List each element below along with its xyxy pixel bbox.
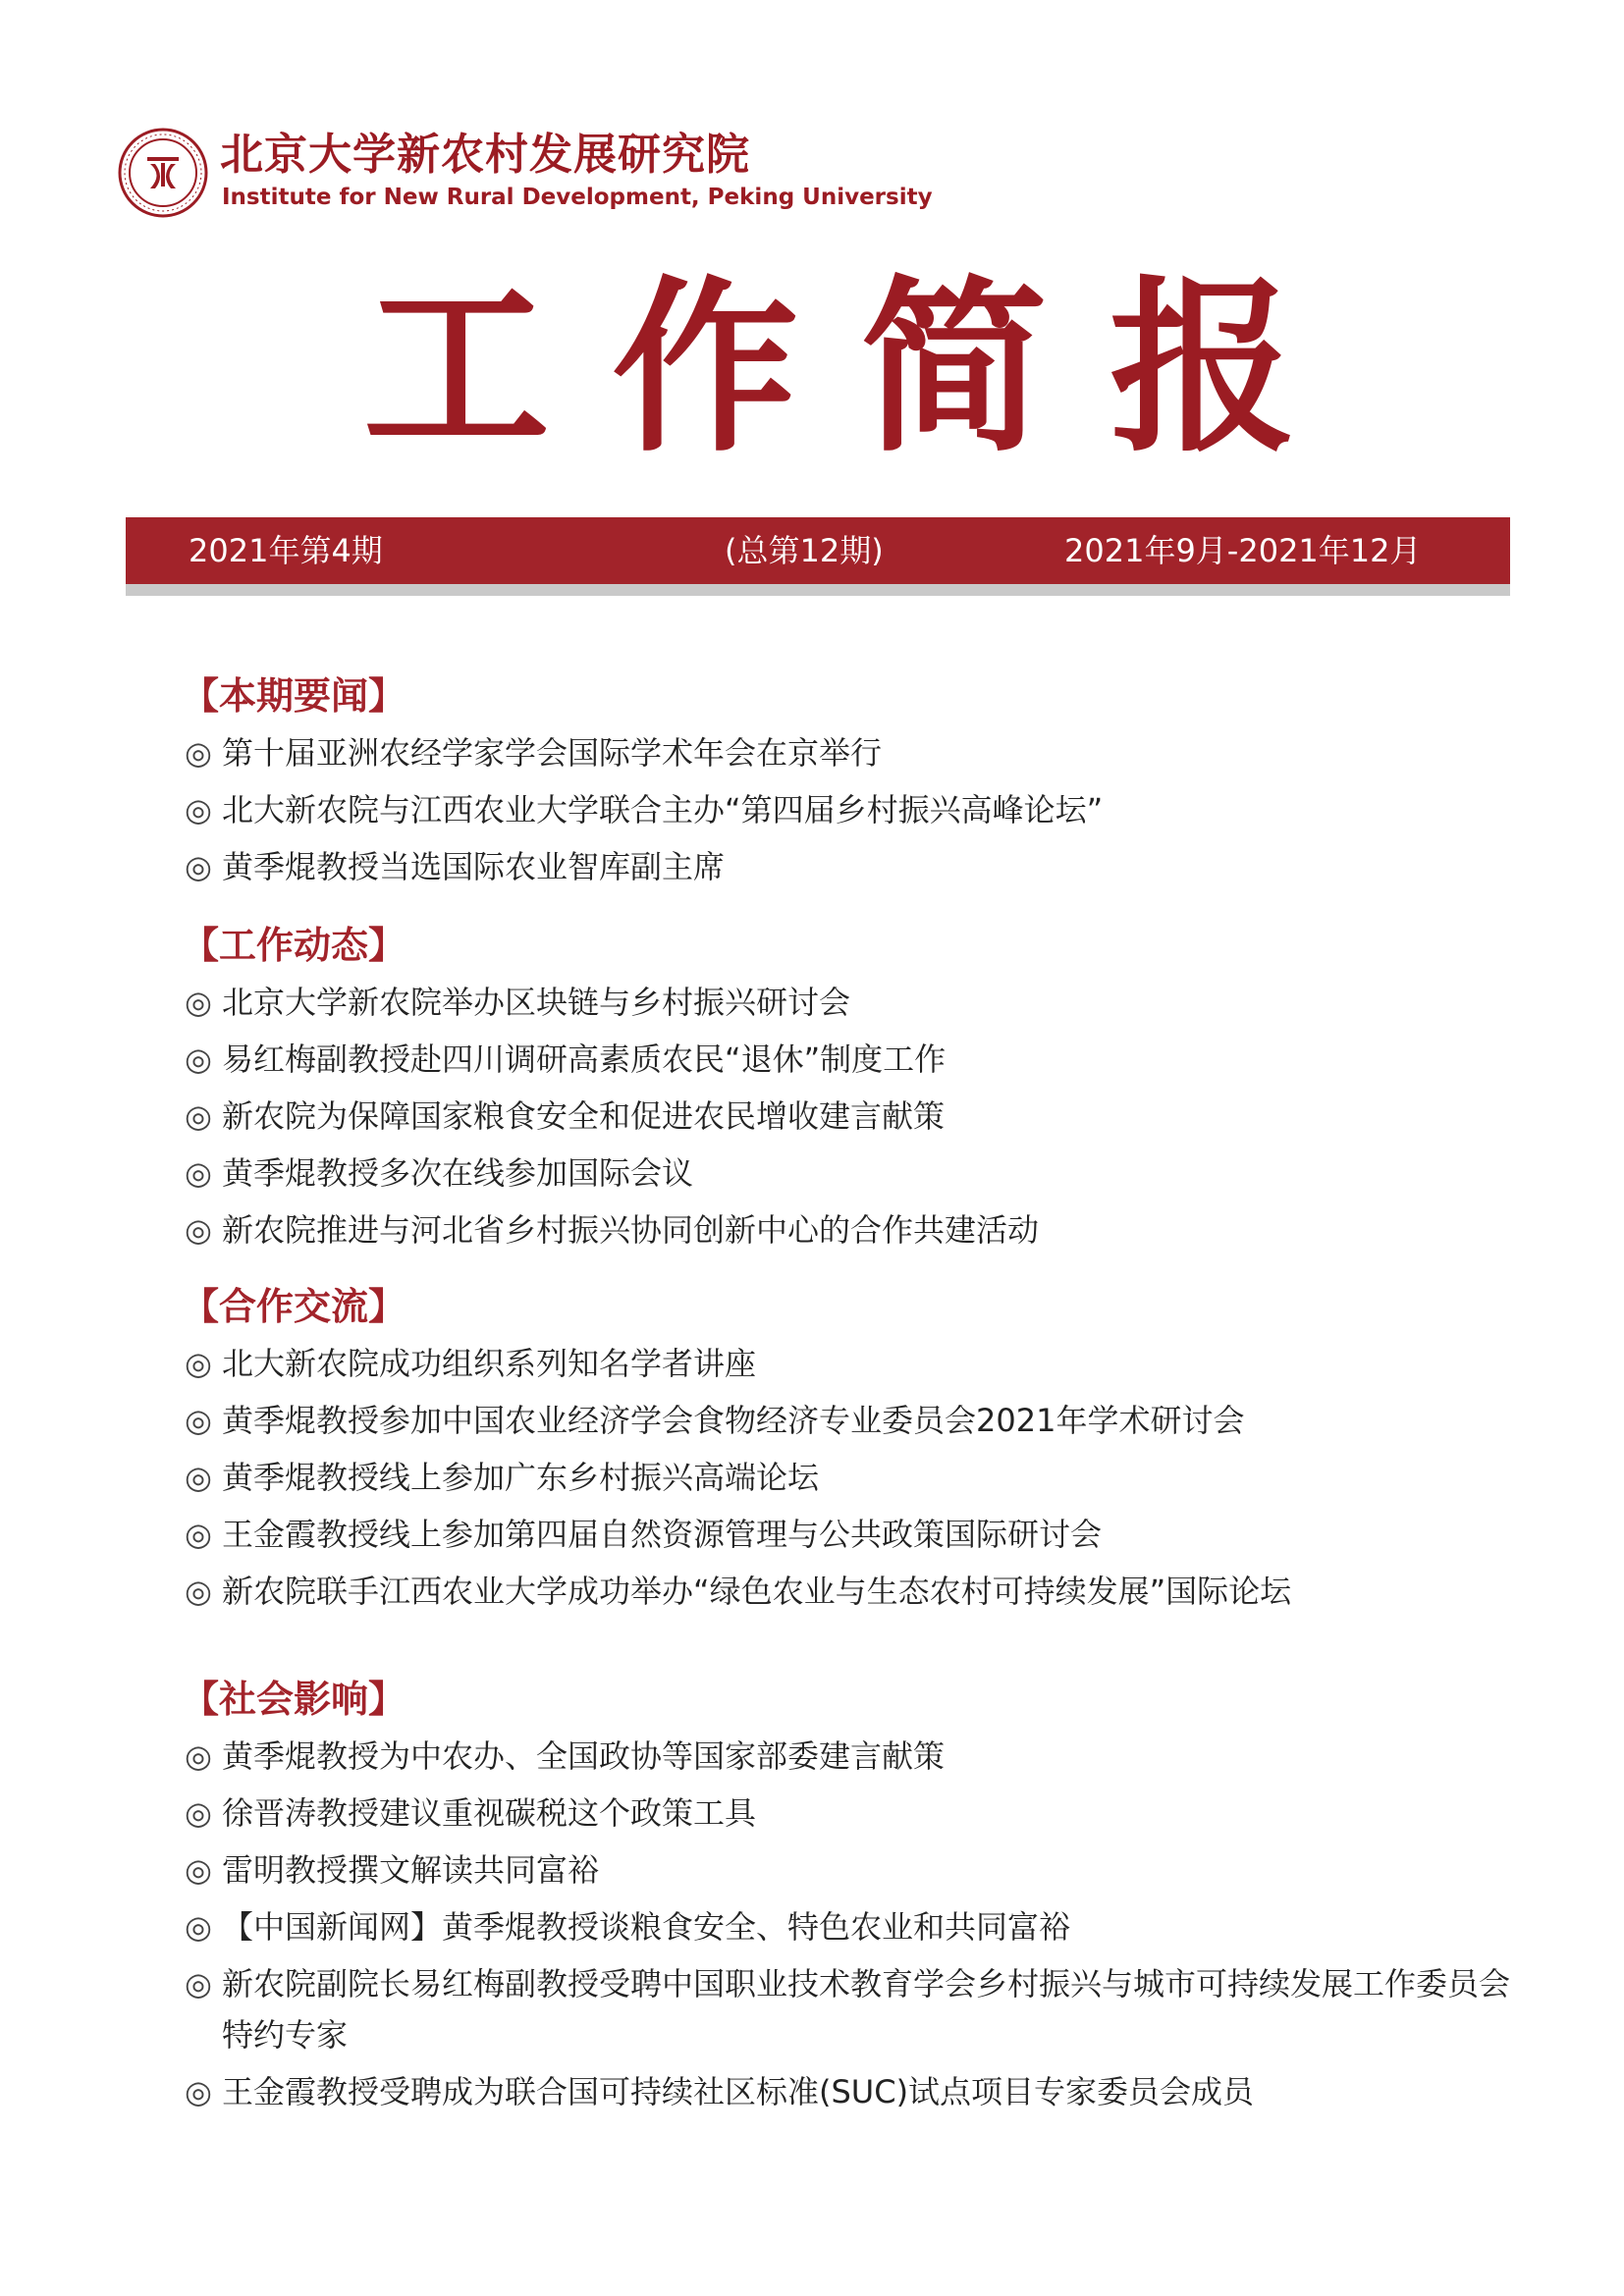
bullet-icon: ◎ (185, 1097, 212, 1135)
list-item-text: 黄季焜教授当选国际农业智库副主席 (222, 848, 726, 885)
bullet-icon: ◎ (185, 791, 212, 828)
list-item[interactable] (185, 1201, 1510, 1258)
list-item[interactable] (185, 1145, 1510, 1201)
bullet-icon: ◎ (185, 1459, 212, 1496)
section-cooperation (182, 1278, 1510, 1620)
list-item-text: 徐晋涛教授建议重视碳税这个政策工具 (222, 1794, 757, 1832)
bullet-icon: ◎ (185, 1402, 212, 1439)
list-item-text: 新农院为保障国家粮食安全和促进农民增收建言献策 (222, 1097, 946, 1135)
list-item-text: 黄季焜教授参加中国农业经济学会食物经济专业委员会2021年学术研讨会 (222, 1402, 1245, 1439)
issue-bar-shadow (126, 584, 1510, 596)
list-item-text: 新农院推进与河北省乡村振兴协同创新中心的合作共建活动 (222, 1211, 1040, 1249)
table-of-contents (182, 667, 1511, 2120)
list-item[interactable] (185, 2063, 1510, 2120)
bullet-icon: ◎ (185, 984, 212, 1021)
list-item-text: 北大新农院成功组织系列知名学者讲座 (222, 1345, 757, 1382)
list-item[interactable] (185, 1392, 1510, 1449)
bullet-icon: ◎ (185, 1794, 212, 1832)
list-item-text: 新农院联手江西农业大学成功举办“绿色农业与生态农村可持续发展”国际论坛 (222, 1573, 1292, 1610)
bullet-icon: ◎ (185, 1211, 212, 1249)
org-name-en: Institute for New Rural Development, Peking University (222, 185, 933, 210)
issue-total: (总第12期) (725, 532, 884, 569)
list-item[interactable] (185, 1898, 1510, 1955)
list-item-text: 雷明教授撰文解读共同富裕 (222, 1851, 600, 1889)
list-item-text: 王金霞教授线上参加第四届自然资源管理与公共政策国际研讨会 (222, 1516, 1103, 1553)
issue-period: 2021年9月-2021年12月 (1064, 532, 1422, 569)
title-char: 报 (1109, 258, 1296, 477)
peking-university-seal-icon (118, 128, 208, 218)
list-item-text: 黄季焜教授为中农办、全国政协等国家部委建言献策 (222, 1737, 946, 1775)
bullet-icon: ◎ (185, 1573, 212, 1610)
list-item[interactable] (185, 781, 1510, 838)
section-work-updates (182, 917, 1510, 1258)
bullet-icon: ◎ (185, 1851, 212, 1889)
list-item-text: 黄季焜教授线上参加广东乡村振兴高端论坛 (222, 1459, 820, 1496)
bullet-icon: ◎ (185, 1516, 212, 1553)
list-item-text: 【中国新闻网】黄季焜教授谈粮食安全、特色农业和共同富裕 (222, 1908, 1071, 1946)
header-logo-block (118, 128, 933, 226)
bullet-icon: ◎ (185, 734, 212, 772)
list-item[interactable] (185, 1088, 1510, 1145)
list-item-text: 王金霞教授受聘成为联合国可持续社区标准(SUC)试点项目专家委员会成员 (222, 2073, 1255, 2110)
title-char: 作 (612, 258, 799, 477)
bullet-icon: ◎ (185, 1154, 212, 1192)
section-heading: 【社会影响】 (182, 1678, 406, 1721)
list-item-text: 易红梅副教授赴四川调研高素质农民“退休”制度工作 (222, 1041, 947, 1078)
list-item[interactable] (185, 838, 1510, 895)
section-heading: 【本期要闻】 (182, 674, 406, 718)
list-item-text: 新农院副院长易红梅副教授受聘中国职业技术教育学会乡村振兴与城市可持续发展工作委员会特约专家 (222, 1965, 1511, 2054)
list-item[interactable] (185, 1955, 1510, 2063)
list-item-text: 北大新农院与江西农业大学联合主办“第四届乡村振兴高峰论坛” (222, 791, 1104, 828)
list-item[interactable] (185, 1842, 1510, 1898)
list-item[interactable] (185, 1449, 1510, 1506)
list-item[interactable] (185, 1728, 1510, 1785)
list-item[interactable] (185, 1785, 1510, 1842)
list-item[interactable] (185, 724, 1510, 781)
title-char: 工 (362, 258, 550, 477)
bullet-icon: ◎ (185, 2073, 212, 2110)
list-item-text: 黄季焜教授多次在线参加国际会议 (222, 1154, 694, 1192)
bullet-icon: ◎ (185, 1345, 212, 1382)
section-social-impact (182, 1671, 1511, 2120)
section-heading: 【工作动态】 (182, 924, 406, 967)
list-item[interactable] (185, 1563, 1510, 1620)
title-char: 简 (860, 258, 1048, 477)
bullet-icon: ◎ (185, 1965, 212, 2002)
list-item[interactable] (185, 974, 1510, 1031)
issue-number: 2021年第4期 (189, 532, 383, 569)
org-name-cn: 北京大学新农村发展研究院 (220, 130, 750, 180)
list-item-text: 第十届亚洲农经学家学会国际学术年会在京举行 (222, 734, 883, 772)
bullet-icon: ◎ (185, 1908, 212, 1946)
bullet-icon: ◎ (185, 1737, 212, 1775)
section-highlights (182, 667, 1510, 895)
list-item[interactable] (185, 1506, 1510, 1563)
bulletin-title (339, 240, 1321, 496)
section-heading: 【合作交流】 (182, 1285, 406, 1328)
bullet-icon: ◎ (185, 848, 212, 885)
list-item[interactable] (185, 1031, 1510, 1088)
bullet-icon: ◎ (185, 1041, 212, 1078)
list-item-text: 北京大学新农院举办区块链与乡村振兴研讨会 (222, 984, 851, 1021)
list-item[interactable] (185, 1335, 1510, 1392)
